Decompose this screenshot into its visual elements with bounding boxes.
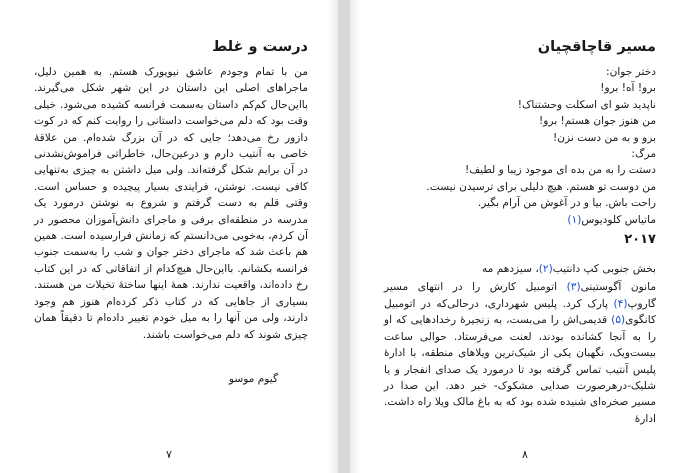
right-page <box>350 0 698 473</box>
poem-line: من دوست تو هستم. هیچ دلیلی برای ترسیدن نیست. <box>426 180 656 193</box>
poem-line: مرگ: <box>631 148 656 161</box>
poem-line: دختر جوان: <box>606 66 656 78</box>
attribution-text: ماتیاس کلودیوس <box>581 213 656 226</box>
poem-line: برو! آه! برو! <box>600 82 656 95</box>
footnote-link[interactable]: (۲) <box>538 263 553 276</box>
gutter-shadow <box>350 0 360 473</box>
footnote-link[interactable]: (۱) <box>567 213 582 226</box>
poem-line: ناپدید شو ای اسکلت وحشتناک! <box>517 98 656 111</box>
left-page <box>0 0 338 473</box>
body-text: اتومبیل کارش را در انتهای مسیر گاروپ <box>384 281 656 310</box>
poem-line: راحت باش. بیا و در آغوش من آرام بگیر. <box>477 197 656 210</box>
date-text: ، سیزدهم مه <box>481 263 539 276</box>
chapter-title: مسیر قاچاقچیان <box>537 39 656 55</box>
page-number: ۸ <box>522 448 528 461</box>
location-text: بخش جنوبی کپ دانتیب <box>552 263 656 276</box>
poem-line: دستت را به من بده ای موجود زیبا و لطیف! <box>464 164 656 177</box>
body-text: مانون آگوستینی <box>580 281 656 294</box>
poem-attribution <box>384 212 656 228</box>
footnote-link[interactable]: (۵) <box>611 314 626 327</box>
author-signature: گیوم موسو <box>228 373 278 385</box>
location-line <box>384 261 656 277</box>
body-paragraph <box>384 279 656 427</box>
footnote-link[interactable]: (۴) <box>613 297 628 310</box>
footnote-link[interactable]: (۳) <box>566 281 581 294</box>
chapter-title: درست و غلط <box>212 39 308 55</box>
poem-line: من هنوز جوان هستم! برو! <box>538 115 656 128</box>
year-heading: ۲۰۱۷ <box>624 232 656 248</box>
epigraph-poem <box>384 64 656 228</box>
body-text: قدیمی‌اش را می‌بست، به زنجیرهٔ رخدادهایی که او را به آنجا کشانده بودند، لعنت می‌فرستاد. حوالی ساعت بیست‌ویک، نگهبان یکی از شیک‌ترین ویلاهای منطقه، با ادارهٔ پلیس آنتیب تماس گرفته بود تا درمورد یک صدای انفجار و یا شلیک-درهرصورت صدایی مشکوک- خبر دهد. این صدا در مسیر صخره‌ای شنیده شده بود که به باغ مالک ویلا راه داشت. ادارهٔ <box>384 314 656 425</box>
poem-line: برو و به من دست نزن! <box>552 131 656 144</box>
body-paragraph: من با تمام وجودم عاشق نیویورک هستم. به همین دلیل، ماجراهای اصلی این داستان در این شهر شکل می‌گیرند. بااین‌حال کم‌کم داستان به‌سمت فرانسه کشیده می‌شود. خیلی وقت بود که دلم می‌خواست داستانی را روایت کنم که در کوت دازور رخ می‌دهد؛ جایی که در آن بزرگ شده‌ام. من علاقهٔ خاصی به آنتیب دارم و درعین‌حال، خاطراتی فراموش‌نشدنی در آن برایم شکل گرفته‌اند. ولی میل داشتن به چیزی به‌تنهایی کافی نیست. نوشتن، فرایندی بسیار پیچیده و حساس است. وقتی قلم به دست گرفتم و شروع به نوشتن درمورد یک مدرسه در منطقه‌ای برفی و ماجرای دانش‌آموزان محصور در آن کردم، به‌خوبی می‌دانستم که زمانش فرارسیده است. همین هم باعث شد که ماجرای دختر جوان و شب را به‌سمت جنوب فرانسه بکشانم. بااین‌حال هیچ‌کدام از اتفاقاتی که در این کتاب رخ داده‌اند، واقعیت ندارند. همهٔ اینها ساختهٔ تخیلات من هستند. بسیاری از جاهایی که در کتاب ذکر کرده‌ام هنوز هم وجود دارند، ولی من آنها را به میل خودم تغییر داده‌ام تا دقیقاً همان چیزی شوند که دلم می‌خواست باشند. <box>34 66 308 341</box>
gutter-shadow <box>328 0 338 473</box>
body-text: پارک کرد. پلیس شهرداری، درحالی‌که در اتومبیل کانگوی <box>384 297 656 327</box>
page-number: ۷ <box>166 448 172 461</box>
